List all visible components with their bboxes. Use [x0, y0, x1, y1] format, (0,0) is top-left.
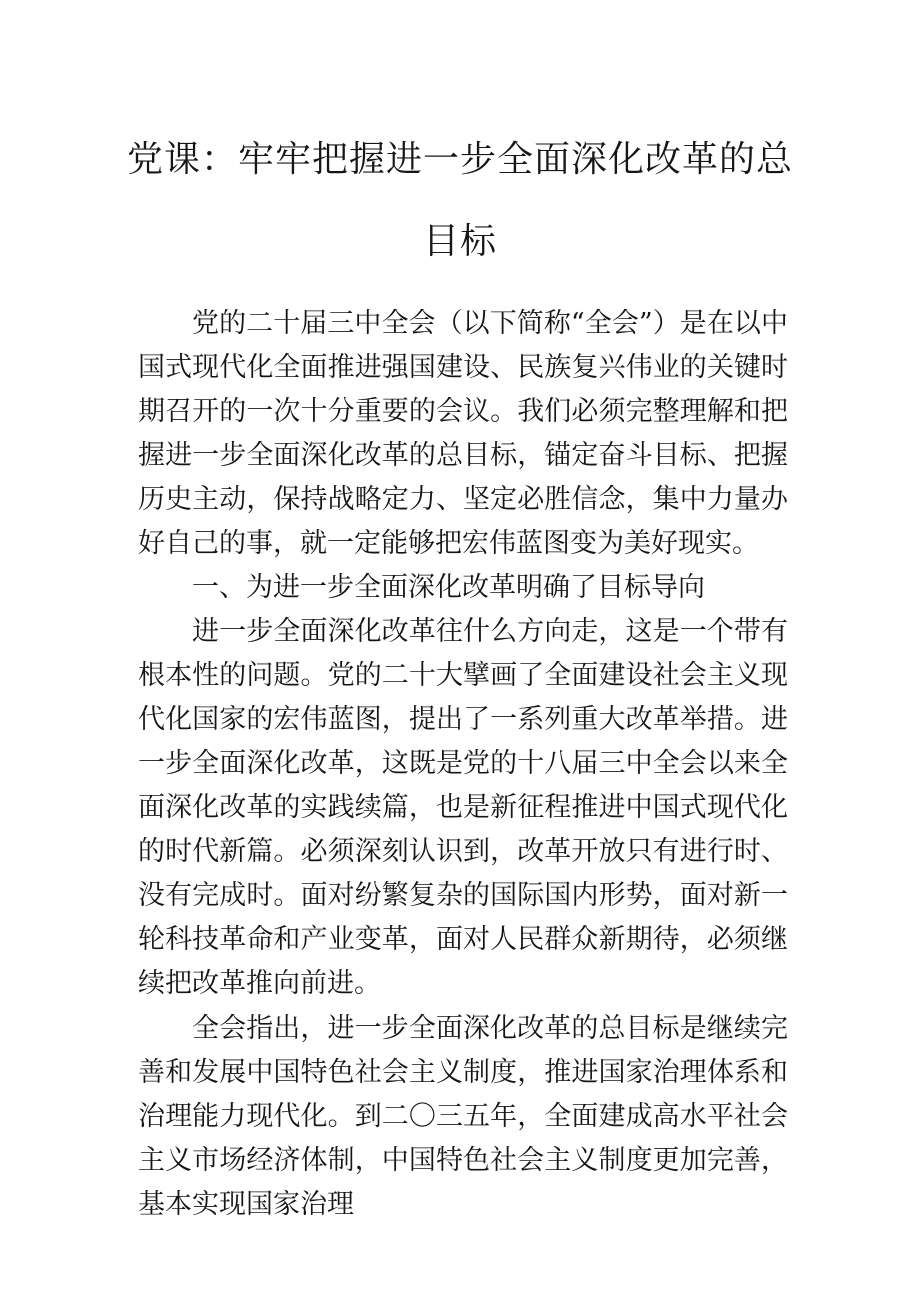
- section-heading-1: 一、为进一步全面深化改革明确了目标导向: [192, 572, 705, 603]
- document-body: [138, 302, 788, 1227]
- paragraph-section-1: 进一步全面深化改革往什么方向走，这是一个带有根本性的问题。党的二十大擘画了全面建设社会主义现代化国家的宏伟蓝图，提出了一系列重大改革举措。进一步全面深化改革，这既是党的十八届三中全会以来全面深化改革的实践续篇，也是新征程推进中国式现代化的时代新篇。必须深刻认识到，改革开放只有进行时、没有完成时。面对纷繁复杂的国际国内形势，面对新一轮科技革命和产业变革，面对人民群众新期待，必须继续把改革推向前进。: [138, 616, 788, 999]
- paragraph-general-goal: 全会指出，进一步全面深化改革的总目标是继续完善和发展中国特色社会主义制度，推进国家治理体系和治理能力现代化。到二〇三五年，全面建成高水平社会主义市场经济体制，中国特色社会主义制度更加完善，基本实现国家治理: [138, 1013, 788, 1220]
- document-title-line-1: 党课：牢牢把握进一步全面深化改革的总: [126, 139, 793, 180]
- paragraph-intro: 党的二十届三中全会（以下简称“全会”）是在以中国式现代化全面推进强国建设、民族复兴伟业的关键时期召开的一次十分重要的会议。我们必须完整理解和把握进一步全面深化改革的总目标，锚定奋斗目标、把握历史主动，保持战略定力、坚定必胜信念，集中力量办好自己的事，就一定能够把宏伟蓝图变为美好现实。: [138, 308, 788, 559]
- document-title-line-2: 目标: [422, 221, 497, 262]
